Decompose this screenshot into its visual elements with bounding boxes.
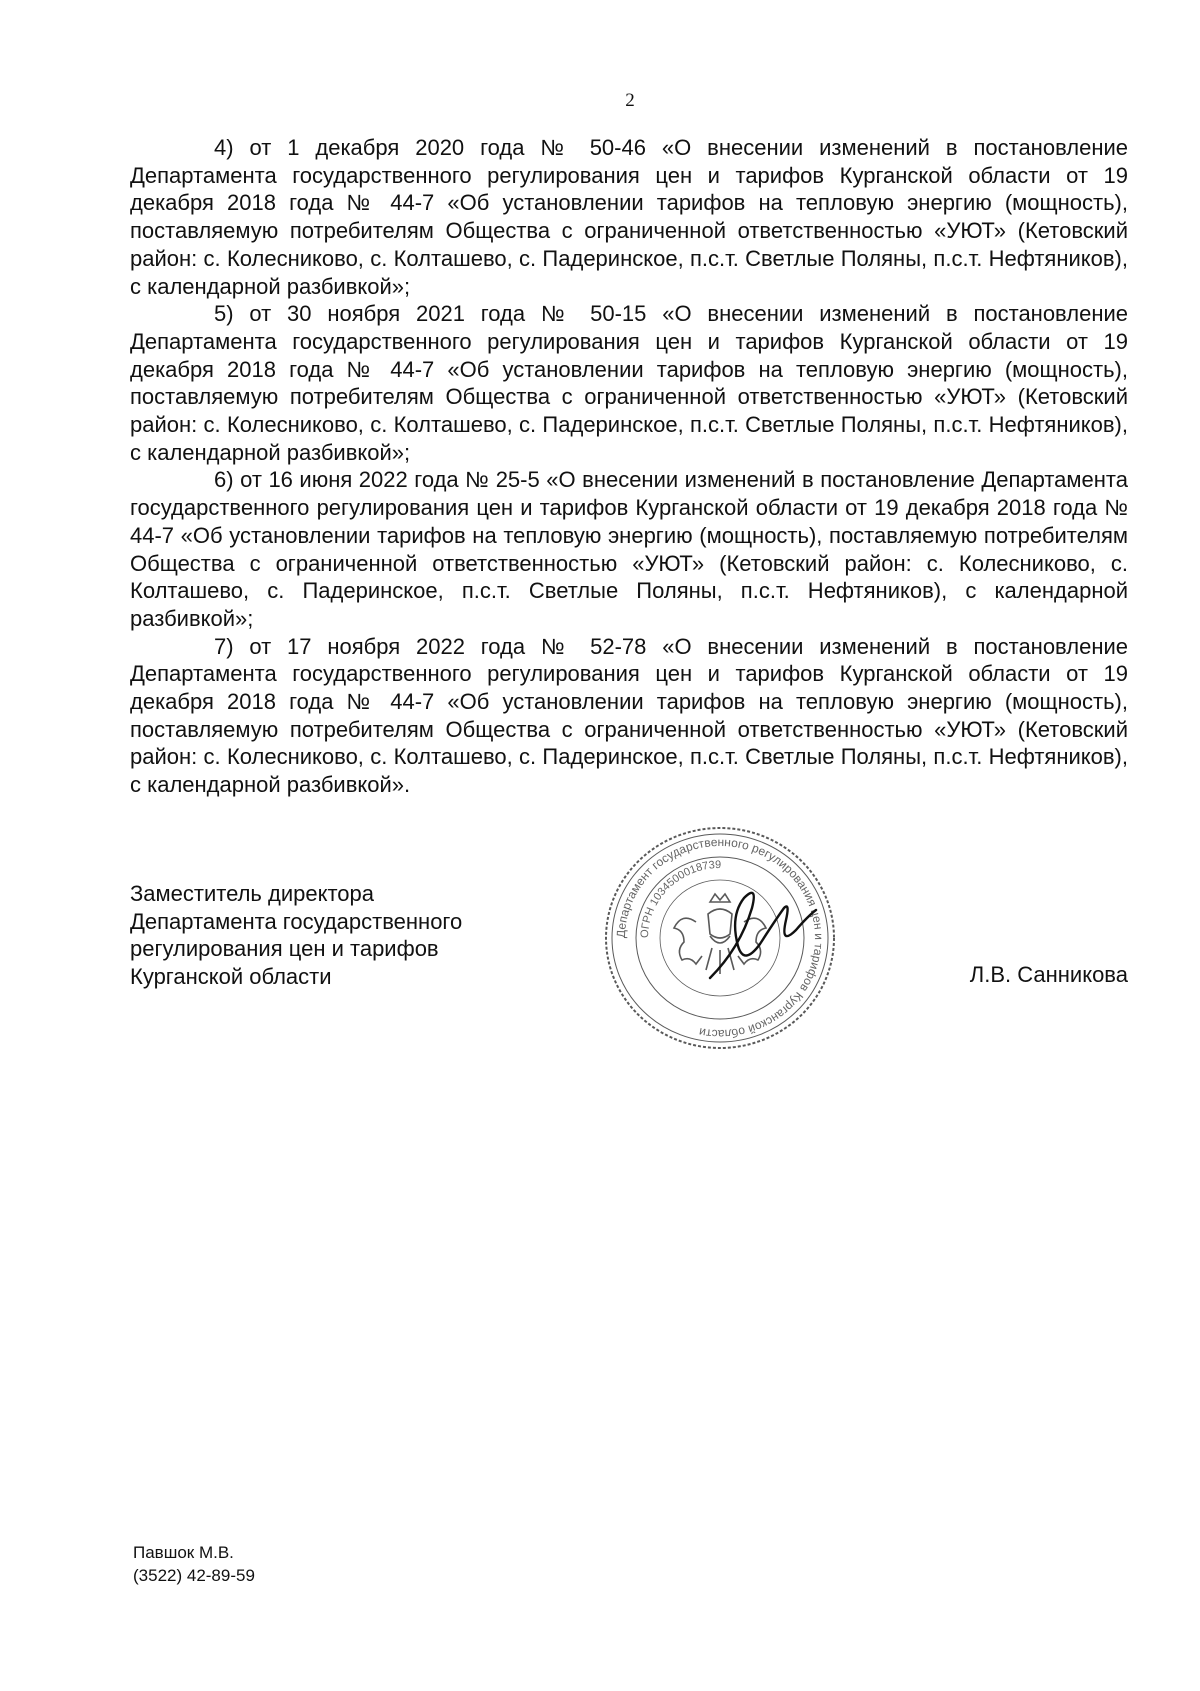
document-body (130, 134, 1128, 799)
list-item-4: 4) от 1 декабря 2020 года № 50-46 «О внесении изменений в постановление Департамента государственного регулирования цен и тарифов Курганской области от 19 декабря 2018 года № 44-7 «Об установлении тарифов на тепловую энергию (мощность), поставляемую потребителям Общества с ограниченной ответственностью «УЮТ» (Кетовский район: с. Колесниково, с. Колташево, с. Падеринское, п.с.т. Светлые Поляны, п.с.т. Нефтяников), с календарной разбивкой»; (130, 135, 1128, 299)
list-item-7: 7) от 17 ноября 2022 года № 52-78 «О внесении изменений в постановление Департамента государственного регулирования цен и тарифов Курганской области от 19 декабря 2018 года № 44-7 «Об установлении тарифов на тепловую энергию (мощность), поставляемую потребителям Общества с ограниченной ответственностью «УЮТ» (Кетовский район: с. Колесниково, с. Колташево, с. Падеринское, п.с.т. Светлые Поляны, п.с.т. Нефтяников), с календарной разбивкой». (130, 633, 1128, 798)
executor-phone: (3522) 42-89-59 (133, 1566, 255, 1585)
signatory-title-line: Департамента государственного (130, 908, 463, 934)
list-item-6: 6) от 16 июня 2022 года № 25-5 «О внесении изменений в постановление Департамента государственного регулирования цен и тарифов Курганской области от 19 декабря 2018 года № 44-7 «Об установлении тарифов на тепловую энергию (мощность), поставляемую потребителям Общества с ограниченной ответственностью «УЮТ» (Кетовский район: с. Колесниково, с. Колташево, с. Падеринское, п.с.т. Светлые Поляны, п.с.т. Нефтяников), с календарной разбивкой»; (130, 467, 1128, 631)
signatory-title-line: регулирования цен и тарифов (130, 936, 439, 961)
executor-name: Павшок М.В. (133, 1543, 234, 1562)
executor-info (133, 1541, 255, 1587)
list-item-5: 5) от 30 ноября 2021 года № 50-15 «О внесении изменений в постановление Департамента государственного регулирования цен и тарифов Курганской области от 19 декабря 2018 года № 44-7 «Об установлении тарифов на тепловую энергию (мощность), поставляемую потребителям Общества с ограниченной ответственностью «УЮТ» (Кетовский район: с. Колесниково, с. Колташево, с. Падеринское, п.с.т. Светлые Поляны, п.с.т. Нефтяников), с календарной разбивкой»; (130, 301, 1128, 465)
page-number: 2 (625, 90, 635, 111)
handwritten-signature (710, 893, 816, 978)
signatory-title-line: Курганской области (130, 963, 332, 989)
official-seal-stamp (600, 822, 840, 1054)
seal-outer-text: Департамент государственного регулирования цен и тарифов Курганской области (613, 834, 827, 1042)
signatory-name: Л.В. Санникова (969, 962, 1128, 987)
signatory-title (130, 880, 550, 990)
signatory-title-line: Заместитель директора (130, 881, 374, 906)
seal-inner-text: ОГРН 1034500018739 (638, 858, 722, 939)
